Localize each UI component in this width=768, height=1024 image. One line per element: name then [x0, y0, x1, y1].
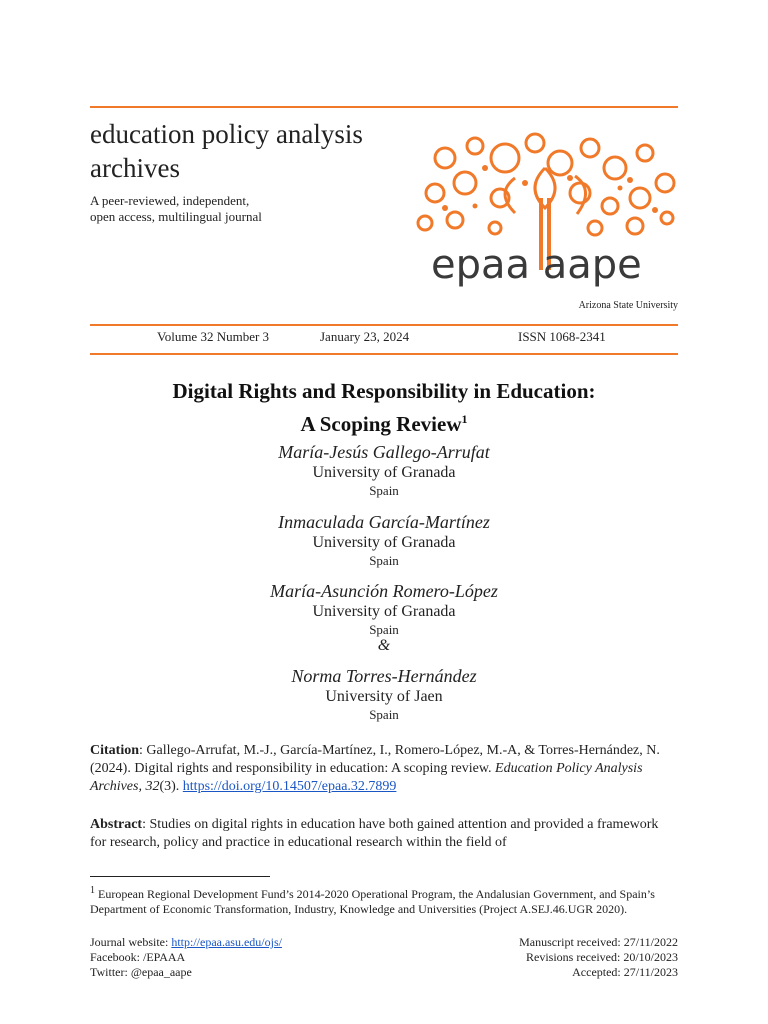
footnote-rule — [90, 876, 270, 877]
revisions-received: Revisions received: 20/10/2023 — [526, 950, 678, 964]
issue-date: January 23, 2024 — [320, 329, 410, 344]
university-label: Arizona State University — [578, 300, 678, 311]
journal-tagline — [90, 193, 262, 225]
citation-label: Citation — [90, 743, 139, 758]
footer-left — [90, 935, 282, 980]
issue-issn: ISSN 1068-2341 — [518, 329, 606, 344]
footnote-mark: 1 — [90, 885, 95, 896]
author-country: Spain — [369, 483, 399, 498]
author-block-4 — [0, 665, 768, 723]
author-country: Spain — [369, 622, 399, 637]
abstract-text: : Studies on digital rights in education have both gained attention and provided a framework for research, policy and practice in educational research within the field of — [90, 817, 659, 850]
author-name: María-Asunción Romero-López — [270, 581, 498, 601]
abstract-paragraph — [90, 816, 678, 852]
article-title-line2 — [0, 405, 768, 438]
article-title-line1: Digital Rights and Responsibility in Education: — [172, 379, 596, 403]
journal-title-line2: archives — [90, 153, 180, 183]
author-affiliation: University of Granada — [312, 464, 456, 481]
epaa-logo — [405, 128, 685, 310]
top-rule — [90, 106, 678, 108]
abstract-label: Abstract — [90, 817, 143, 832]
journal-title-line1: education policy analysis — [90, 119, 363, 149]
author-country: Spain — [369, 553, 399, 568]
accepted-date: Accepted: 27/11/2023 — [572, 965, 678, 979]
tagline-line2: open access, multilingual journal — [90, 209, 262, 224]
website-label: Journal website: — [90, 935, 172, 949]
citation-issue: (3). — [159, 779, 183, 794]
title-footnote-mark: 1 — [461, 412, 468, 426]
website-link[interactable]: http://epaa.asu.edu/ojs/ — [171, 935, 282, 949]
author-ampersand: & — [377, 637, 391, 654]
footer-twitter: Twitter: @epaa_aape — [90, 965, 192, 979]
author-block-1 — [0, 441, 768, 499]
footnote — [90, 883, 678, 917]
author-block-2 — [0, 511, 768, 569]
citation-text: : Gallego-Arrufat, M.-J., García-Martínez, I., Romero-López, M.-A, & Torres-Hernández, N. (2024). Digital rights and responsibility in education: A scoping review. — [90, 743, 660, 776]
author-country: Spain — [369, 707, 399, 722]
citation-doi-link[interactable]: https://doi.org/10.14507/epaa.32.7899 — [182, 779, 397, 794]
author-name: Inmaculada García-Martínez — [278, 512, 490, 532]
tree-foliage-icon — [418, 134, 674, 235]
article-title-line2-text: A Scoping Review — [300, 412, 462, 436]
tagline-line1: A peer-reviewed, independent, — [90, 193, 250, 208]
article-title — [0, 377, 768, 438]
footer-website — [90, 935, 282, 950]
citation-journal: Education Policy Analysis Archives, 32 — [90, 761, 643, 794]
manuscript-received: Manuscript received: 27/11/2022 — [519, 935, 678, 949]
citation-paragraph — [90, 742, 678, 796]
author-affiliation: University of Granada — [312, 603, 456, 620]
issue-rule-top — [90, 324, 678, 326]
author-name: María-Jesús Gallego-Arrufat — [278, 442, 490, 462]
footnote-text: European Regional Development Fund’s 2014-2020 Operational Program, the Andalusian Government, and Spain’s Department of Economic Transformation, Industry, Knowledge and Universities (Project A.SEJ.46.UGR 2020). — [90, 887, 655, 916]
author-name: Norma Torres-Hernández — [291, 666, 477, 686]
issue-rule-bottom — [90, 353, 678, 355]
footer-right — [519, 935, 678, 980]
author-affiliation: University of Granada — [312, 534, 456, 551]
issue-volume: Volume 32 Number 3 — [157, 329, 270, 344]
author-affiliation: University of Jaen — [325, 688, 443, 705]
logo-wordmark: epaa aape — [431, 242, 642, 288]
author-block-3 — [0, 580, 768, 654]
footer-facebook: Facebook: /EPAAA — [90, 950, 186, 964]
journal-title — [90, 117, 363, 185]
